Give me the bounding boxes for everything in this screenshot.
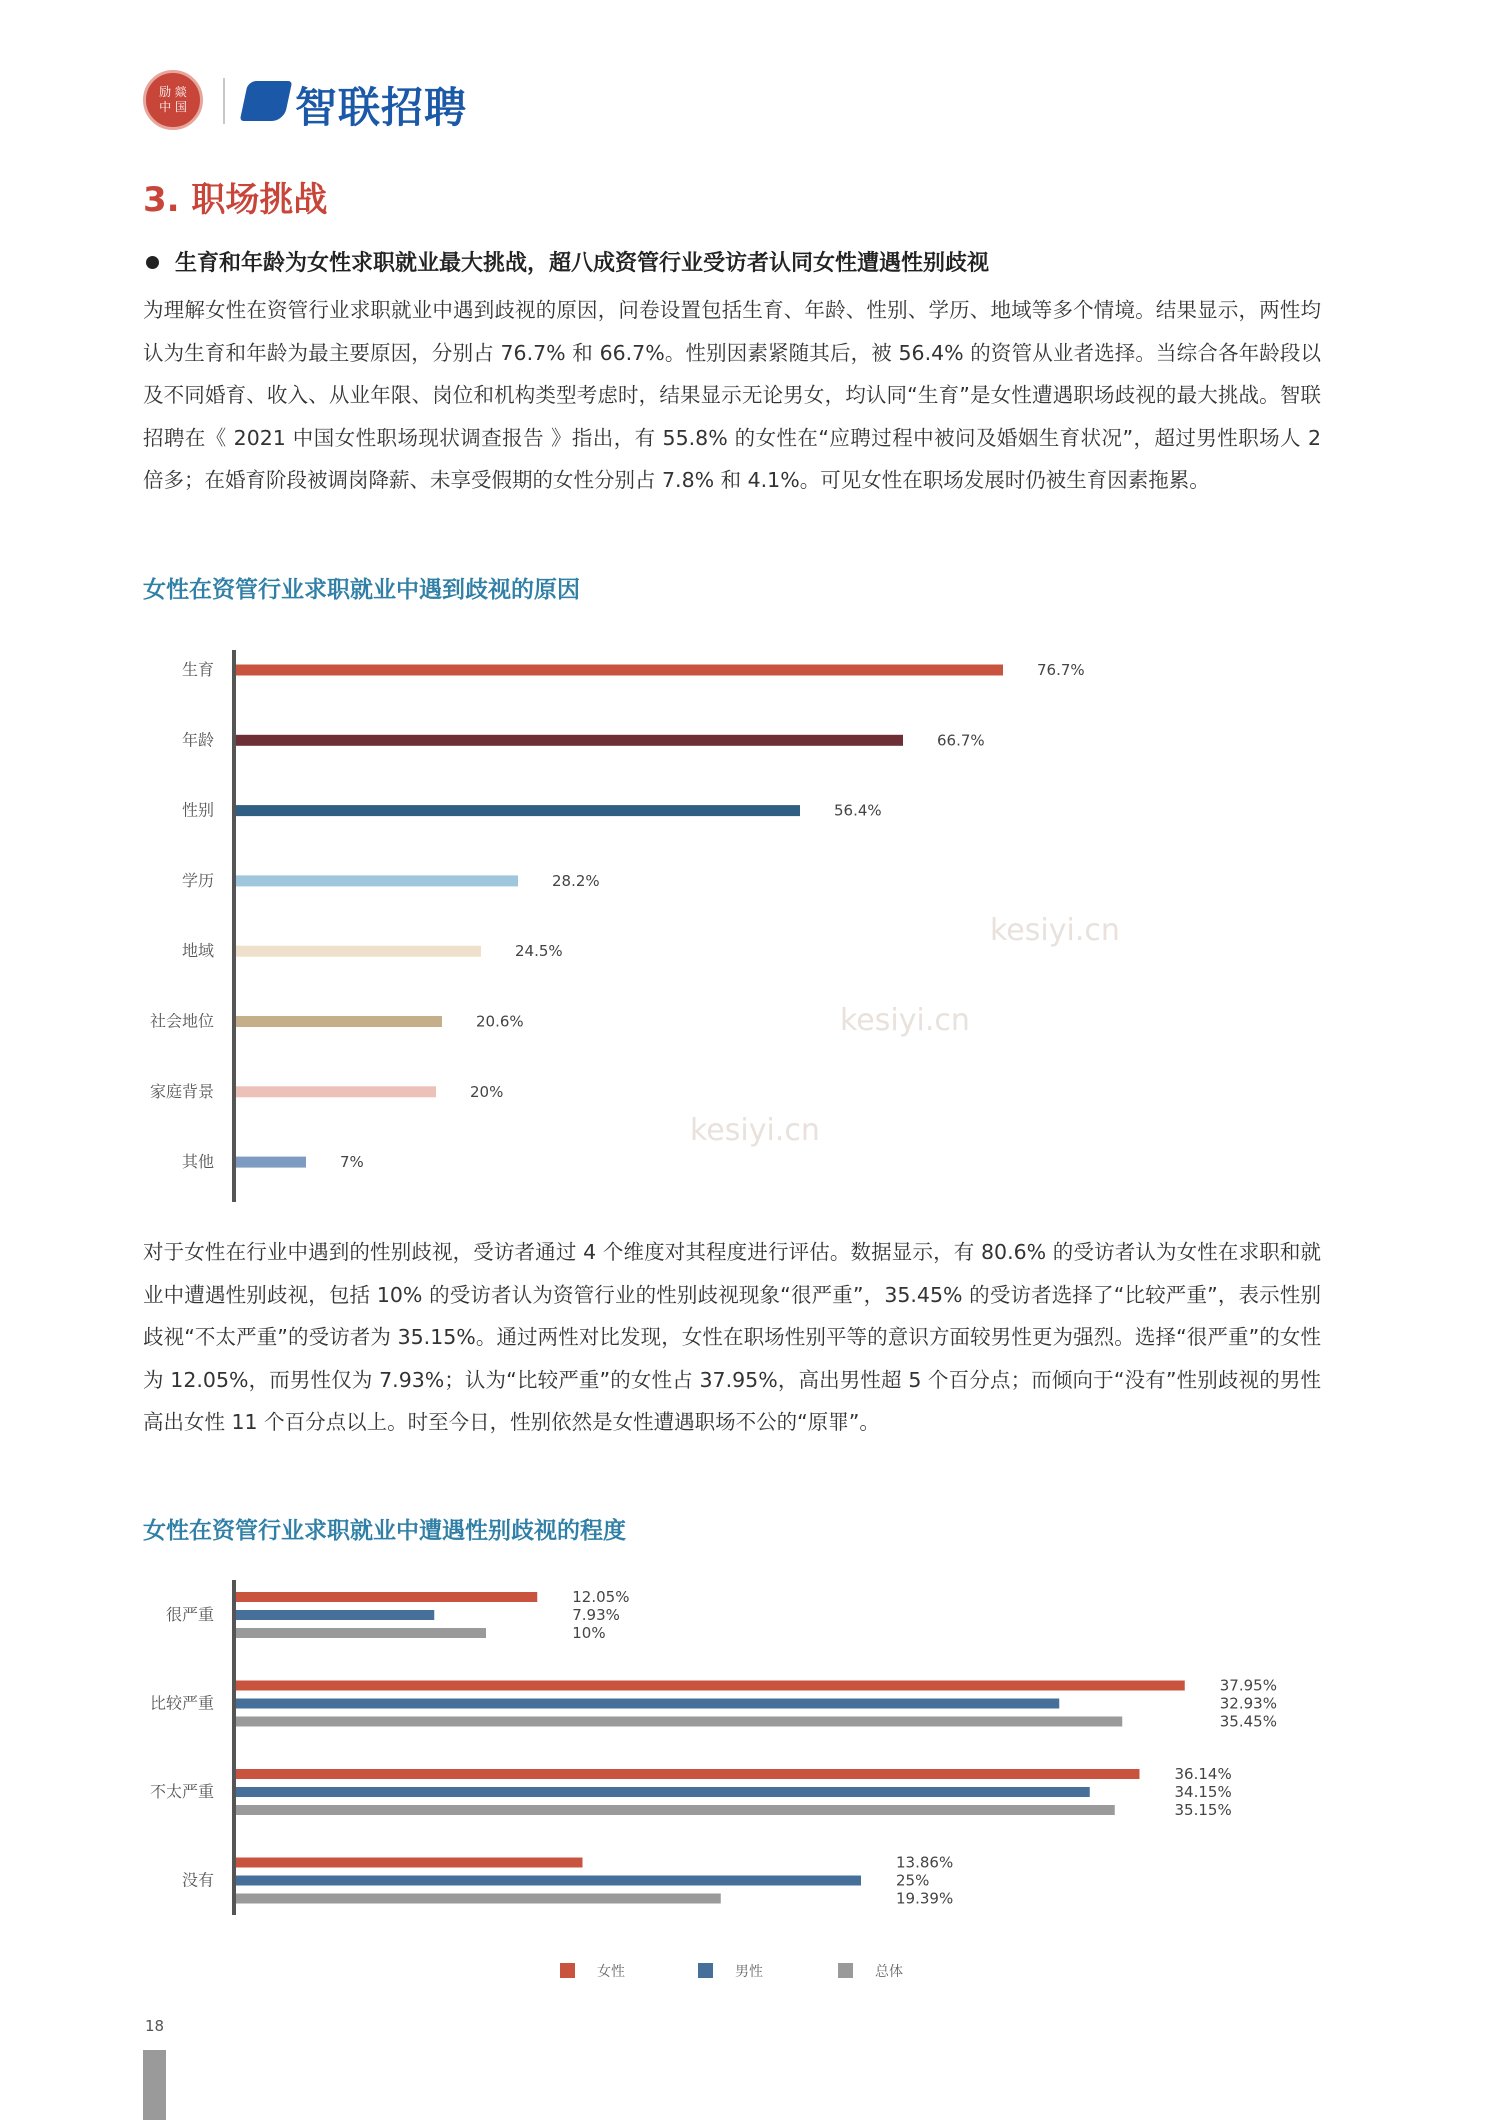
chart1-reasons-bar-chart bbox=[0, 640, 1499, 1220]
zhaopin-logo-icon bbox=[240, 81, 293, 121]
chart1-value-label: 66.7% bbox=[937, 731, 985, 750]
chart2-bar-女性 bbox=[236, 1681, 1185, 1691]
chart2-value-label: 25% bbox=[896, 1871, 930, 1890]
paragraph-reasons: 为理解女性在资管行业求职就业中遇到歧视的原因，问卷设置包括生育、年龄、性别、学历、地域等多个情境。结果显示，两性均认为生育和年龄为最主要原因，分别占 76.7% 和 66.7%。性别因素紧随其后，被 56.4% 的资管从业者选择。当综合各年龄段以及不同婚育、收入、从业年限、岗位和机构类型考虑时，结果显示无论男女，均认同“生育”是女性遭遇职场歧视的最大挑战。智联招聘在《 2021 中国女性职场现状调查报告 》指出，有 55.8% 的女性在“应聘过程中被问及婚姻生育状况”，超过男性职场人 2 倍多；在婚育阶段被调岗降薪、未享受假期的女性分别占 7.8% 和 4.1%。可见女性在职场发展时仍被生育因素拖累。 bbox=[143, 298, 1321, 492]
chart2-bar-总体 bbox=[236, 1805, 1115, 1815]
brand-badge-logo bbox=[143, 70, 203, 130]
chart1-bar bbox=[236, 946, 481, 957]
chart2-title: 女性在资管行业求职就业中遭遇性别歧视的程度 bbox=[143, 1518, 626, 1544]
chart1-category-label: 家庭背景 bbox=[149, 1081, 214, 1101]
legend-label: 女性 bbox=[597, 1964, 625, 1980]
chart2-value-label: 19.39% bbox=[896, 1889, 954, 1908]
chart2-value-label: 12.05% bbox=[572, 1588, 630, 1606]
chart2-value-label: 35.45% bbox=[1219, 1712, 1277, 1731]
badge-line-2: 中 国 bbox=[159, 100, 187, 114]
chart2-category-label: 没有 bbox=[181, 1870, 214, 1890]
logo-divider bbox=[223, 78, 225, 124]
chart2-bar-男性 bbox=[236, 1876, 861, 1886]
chart1-category-label: 生育 bbox=[181, 660, 214, 679]
chart2-value-label: 7.93% bbox=[572, 1606, 620, 1624]
chart2-bar-女性 bbox=[236, 1858, 583, 1868]
chart2-bar-总体 bbox=[236, 1894, 721, 1904]
chart1-value-label: 56.4% bbox=[834, 801, 882, 820]
page-edge-bar bbox=[143, 2050, 166, 2120]
chart2-value-label: 34.15% bbox=[1174, 1783, 1232, 1801]
chart1-bar bbox=[236, 1016, 442, 1027]
chart2-value-label: 36.14% bbox=[1174, 1765, 1232, 1783]
legend-swatch-女性 bbox=[560, 1963, 575, 1978]
chart1-value-label: 28.2% bbox=[552, 871, 600, 890]
watermark-text: kesiyi.cn bbox=[690, 1113, 820, 1148]
chart1-title: 女性在资管行业求职就业中遇到歧视的原因 bbox=[143, 577, 580, 603]
brand-name: 智联招聘 bbox=[295, 83, 468, 132]
chart2-bar-男性 bbox=[236, 1610, 434, 1620]
legend-label: 男性 bbox=[735, 1964, 763, 1980]
chart2-value-label: 35.15% bbox=[1174, 1801, 1232, 1819]
chart2-severity-bar-chart bbox=[0, 1570, 1499, 1990]
badge-line-1: 励 燚 bbox=[159, 85, 187, 99]
bullet-icon bbox=[146, 256, 159, 269]
chart2-category-label: 比较严重 bbox=[149, 1693, 214, 1713]
chart2-bar-总体 bbox=[236, 1628, 486, 1638]
chart2-value-label: 32.93% bbox=[1219, 1694, 1277, 1713]
chart1-bar bbox=[236, 1086, 436, 1097]
watermark-text: kesiyi.cn bbox=[840, 1003, 970, 1038]
paragraph-severity: 对于女性在行业中遇到的性别歧视，受访者通过 4 个维度对其程度进行评估。数据显示，有 80.6% 的受访者认为女性在求职和就业中遭遇性别歧视，包括 10% 的受访者认为资管行业的性别歧视现象“很严重”，35.45% 的受访者选择了“比较严重”，表示性别歧视“不太严重”的受访者为 35.15%。通过两性对比发现，女性在职场性别平等的意识方面较男性更为强烈。选择“很严重”的女性为 12.05%，而男性仅为 7.93%；认为“比较严重”的女性占 37.95%，高出男性超 5 个百分点；而倾向于“没有”性别歧视的男性高出女性 11 个百分点以上。时至今日，性别依然是女性遭遇职场不公的“原罪”。 bbox=[143, 1240, 1321, 1434]
chart2-bar-男性 bbox=[236, 1787, 1090, 1797]
legend-swatch-总体 bbox=[838, 1963, 853, 1978]
chart1-category-label: 地域 bbox=[181, 941, 214, 961]
chart1-bar bbox=[236, 735, 903, 746]
chart1-category-label: 社会地位 bbox=[149, 1011, 214, 1031]
chart2-value-label: 10% bbox=[572, 1624, 606, 1642]
chart1-bar bbox=[236, 1157, 306, 1168]
chart1-bar bbox=[236, 875, 518, 886]
chart1-value-label: 7% bbox=[340, 1153, 364, 1172]
legend-label: 总体 bbox=[875, 1964, 903, 1980]
page-number: 18 bbox=[145, 2017, 165, 2035]
chart2-category-label: 不太严重 bbox=[149, 1782, 214, 1801]
bullet-heading: 生育和年龄为女性求职就业最大挑战，超八成资管行业受访者认同女性遭遇性别歧视 bbox=[175, 251, 990, 276]
chart2-category-label: 很严重 bbox=[165, 1605, 214, 1624]
chart2-bar-男性 bbox=[236, 1699, 1059, 1709]
chart2-bar-女性 bbox=[236, 1769, 1140, 1779]
chart1-value-label: 20.6% bbox=[476, 1012, 524, 1031]
chart1-category-label: 年龄 bbox=[181, 730, 214, 750]
chart1-value-label: 20% bbox=[470, 1082, 504, 1101]
chart2-value-label: 37.95% bbox=[1219, 1676, 1277, 1695]
chart1-bar bbox=[236, 805, 800, 816]
chart2-value-label: 13.86% bbox=[896, 1853, 954, 1872]
chart1-bar bbox=[236, 665, 1003, 676]
watermark-text: kesiyi.cn bbox=[990, 913, 1120, 948]
chart1-value-label: 76.7% bbox=[1037, 661, 1085, 679]
chart2-bar-女性 bbox=[236, 1592, 537, 1602]
chart1-value-label: 24.5% bbox=[515, 942, 563, 961]
chart2-bar-总体 bbox=[236, 1717, 1122, 1727]
chart1-category-label: 性别 bbox=[181, 800, 214, 820]
legend-swatch-男性 bbox=[698, 1963, 713, 1978]
section-title: 3. 职场挑战 bbox=[143, 180, 328, 220]
chart1-category-label: 学历 bbox=[181, 870, 214, 890]
chart1-category-label: 其他 bbox=[181, 1152, 214, 1172]
